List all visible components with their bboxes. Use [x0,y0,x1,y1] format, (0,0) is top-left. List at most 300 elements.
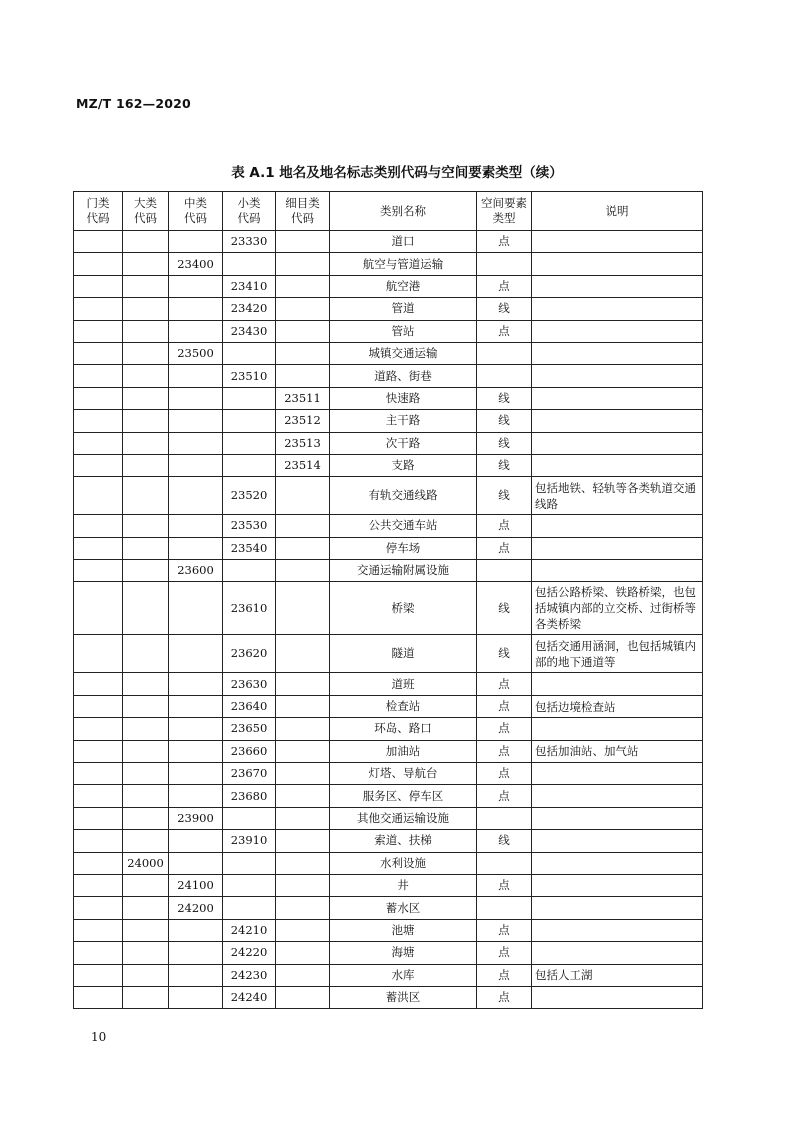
feature-type-cell [477,897,532,919]
medium-code-cell [169,986,223,1008]
table-row [74,231,703,253]
minor-code-cell: 23670 [223,763,276,785]
medium-code-cell [169,695,223,717]
column-header-text: 代码 [291,211,314,225]
description-cell: 包括人工湖 [532,964,703,986]
major-code-cell [123,673,169,695]
medium-code-cell [169,477,223,515]
description-cell [532,253,703,275]
description-cell [532,763,703,785]
table-row [74,986,703,1008]
feature-type-cell [477,852,532,874]
column-header [477,192,532,231]
table-row [74,919,703,941]
major-code-cell [123,964,169,986]
table-row [74,763,703,785]
medium-code-cell [169,673,223,695]
major-code-cell [123,785,169,807]
table-row [74,695,703,717]
description-cell [532,785,703,807]
description-cell [532,986,703,1008]
major-code-cell [123,897,169,919]
medium-code-cell [169,964,223,986]
description-cell [532,432,703,454]
gate-code-cell [74,275,123,297]
table-header [74,192,703,231]
medium-code-cell: 23400 [169,253,223,275]
gate-code-cell [74,515,123,537]
medium-code-cell [169,365,223,387]
description-cell: 包括交通用涵洞，也包括城镇内部的地下通道等 [532,635,703,673]
gate-code-cell [74,365,123,387]
major-code-cell [123,410,169,432]
table-row [74,740,703,762]
table-row [74,942,703,964]
minor-code-cell: 24210 [223,919,276,941]
category-name-cell: 次干路 [330,432,477,454]
gate-code-cell [74,897,123,919]
detail-code-cell [276,695,330,717]
feature-type-cell: 点 [477,964,532,986]
detail-code-cell [276,635,330,673]
table-body [74,231,703,1009]
category-name-cell: 道口 [330,231,477,253]
feature-type-cell: 点 [477,986,532,1008]
feature-type-cell: 点 [477,718,532,740]
description-cell [532,298,703,320]
minor-code-cell [223,253,276,275]
minor-code-cell: 23430 [223,320,276,342]
column-header [123,192,169,231]
detail-code-cell [276,785,330,807]
description-cell: 包括加油站、加气站 [532,740,703,762]
minor-code-cell: 23530 [223,515,276,537]
column-header-text: 门类 [86,196,110,210]
category-name-cell: 城镇交通运输 [330,342,477,364]
major-code-cell [123,477,169,515]
description-cell [532,852,703,874]
table-row [74,342,703,364]
major-code-cell [123,387,169,409]
category-name-cell: 水利设施 [330,852,477,874]
category-name-cell: 道班 [330,673,477,695]
minor-code-cell: 23540 [223,537,276,559]
gate-code-cell [74,874,123,896]
description-cell [532,830,703,852]
major-code-cell [123,560,169,582]
minor-code-cell: 24220 [223,942,276,964]
medium-code-cell [169,582,223,635]
category-name-cell: 管站 [330,320,477,342]
minor-code-cell: 23620 [223,635,276,673]
gate-code-cell [74,537,123,559]
feature-type-cell: 线 [477,635,532,673]
category-name-cell: 其他交通运输设施 [330,807,477,829]
category-name-cell: 交通运输附属设施 [330,560,477,582]
category-name-cell: 有轨交通线路 [330,477,477,515]
category-name-cell: 主干路 [330,410,477,432]
description-cell [532,673,703,695]
category-name-cell: 管道 [330,298,477,320]
table-row [74,275,703,297]
category-name-cell: 蓄洪区 [330,986,477,1008]
column-header-text: 小类 [237,196,261,210]
table-row [74,874,703,896]
detail-code-cell [276,942,330,964]
major-code-cell [123,275,169,297]
feature-type-cell: 线 [477,410,532,432]
minor-code-cell: 23650 [223,718,276,740]
page-number: 10 [91,1030,107,1044]
column-header [74,192,123,231]
feature-type-cell: 线 [477,477,532,515]
table-row [74,673,703,695]
minor-code-cell: 23330 [223,231,276,253]
category-name-cell: 水库 [330,964,477,986]
major-code-cell [123,635,169,673]
header-row [74,192,703,231]
table-row [74,807,703,829]
description-cell [532,560,703,582]
category-name-cell: 服务区、停车区 [330,785,477,807]
column-header-text: 细目类 [285,196,320,210]
major-code-cell [123,454,169,476]
detail-code-cell [276,231,330,253]
feature-type-cell: 点 [477,763,532,785]
medium-code-cell [169,410,223,432]
feature-type-cell: 线 [477,432,532,454]
detail-code-cell [276,986,330,1008]
detail-code-cell [276,852,330,874]
detail-code-cell [276,807,330,829]
detail-code-cell [276,342,330,364]
medium-code-cell: 23900 [169,807,223,829]
gate-code-cell [74,740,123,762]
description-cell: 包括地铁、轻轨等各类轨道交通线路 [532,477,703,515]
category-name-cell: 海塘 [330,942,477,964]
description-cell [532,231,703,253]
feature-type-cell: 点 [477,740,532,762]
gate-code-cell [74,852,123,874]
minor-code-cell: 23680 [223,785,276,807]
category-name-cell: 蓄水区 [330,897,477,919]
column-header-text: 中类 [184,196,207,210]
major-code-cell [123,695,169,717]
category-name-cell: 索道、扶梯 [330,830,477,852]
major-code-cell [123,740,169,762]
detail-code-cell [276,830,330,852]
description-cell: 包括边境检查站 [532,695,703,717]
major-code-cell [123,807,169,829]
detail-code-cell [276,515,330,537]
gate-code-cell [74,830,123,852]
medium-code-cell [169,515,223,537]
description-cell [532,387,703,409]
medium-code-cell [169,785,223,807]
medium-code-cell [169,387,223,409]
major-code-cell [123,537,169,559]
minor-code-cell [223,897,276,919]
feature-type-cell: 点 [477,942,532,964]
table-row [74,515,703,537]
gate-code-cell [74,231,123,253]
gate-code-cell [74,320,123,342]
gate-code-cell [74,560,123,582]
gate-code-cell [74,673,123,695]
description-cell [532,454,703,476]
major-code-cell [123,986,169,1008]
feature-type-cell: 点 [477,673,532,695]
table-row [74,454,703,476]
major-code-cell [123,874,169,896]
medium-code-cell [169,231,223,253]
gate-code-cell [74,410,123,432]
medium-code-cell [169,919,223,941]
category-name-cell: 井 [330,874,477,896]
major-code-cell [123,582,169,635]
medium-code-cell [169,763,223,785]
feature-type-cell [477,342,532,364]
major-code-cell [123,830,169,852]
category-name-cell: 池塘 [330,919,477,941]
detail-code-cell [276,897,330,919]
table-row [74,560,703,582]
detail-code-cell [276,253,330,275]
major-code-cell [123,942,169,964]
major-code-cell [123,718,169,740]
category-name-cell: 检查站 [330,695,477,717]
gate-code-cell [74,387,123,409]
table-row [74,477,703,515]
category-name-cell: 灯塔、导航台 [330,763,477,785]
detail-code-cell [276,560,330,582]
table-row [74,718,703,740]
gate-code-cell [74,695,123,717]
description-cell [532,874,703,896]
column-header-text: 说明 [605,203,629,218]
major-code-cell [123,365,169,387]
table-row [74,635,703,673]
major-code-cell [123,763,169,785]
detail-code-cell [276,365,330,387]
minor-code-cell: 23660 [223,740,276,762]
major-code-cell [123,432,169,454]
minor-code-cell [223,807,276,829]
medium-code-cell: 24100 [169,874,223,896]
minor-code-cell [223,432,276,454]
gate-code-cell [74,253,123,275]
minor-code-cell: 24230 [223,964,276,986]
gate-code-cell [74,635,123,673]
table-row [74,537,703,559]
feature-type-cell: 点 [477,231,532,253]
medium-code-cell: 24200 [169,897,223,919]
category-name-cell: 支路 [330,454,477,476]
table-row [74,785,703,807]
feature-type-cell: 点 [477,919,532,941]
table-row [74,582,703,635]
minor-code-cell [223,387,276,409]
table-row [74,320,703,342]
medium-code-cell [169,740,223,762]
minor-code-cell [223,342,276,364]
column-header-text: 类型 [492,211,516,225]
feature-type-cell: 点 [477,874,532,896]
medium-code-cell [169,852,223,874]
table-row [74,897,703,919]
gate-code-cell [74,298,123,320]
minor-code-cell: 23420 [223,298,276,320]
detail-code-cell [276,763,330,785]
gate-code-cell [74,477,123,515]
description-cell [532,365,703,387]
standard-code: MZ/T 162—2020 [76,96,191,111]
category-name-cell: 公共交通车站 [330,515,477,537]
gate-code-cell [74,342,123,364]
feature-type-cell: 线 [477,454,532,476]
description-cell [532,942,703,964]
table-row [74,964,703,986]
detail-code-cell [276,740,330,762]
major-code-cell [123,919,169,941]
feature-type-cell: 点 [477,537,532,559]
medium-code-cell [169,635,223,673]
feature-type-cell: 点 [477,515,532,537]
gate-code-cell [74,454,123,476]
category-name-cell: 快速路 [330,387,477,409]
detail-code-cell [276,673,330,695]
table-row [74,365,703,387]
feature-type-cell: 点 [477,695,532,717]
detail-code-cell [276,537,330,559]
major-code-cell: 24000 [123,852,169,874]
minor-code-cell: 23510 [223,365,276,387]
major-code-cell [123,342,169,364]
description-cell [532,515,703,537]
description-cell [532,320,703,342]
description-cell [532,410,703,432]
gate-code-cell [74,919,123,941]
feature-type-cell [477,560,532,582]
gate-code-cell [74,807,123,829]
feature-type-cell: 点 [477,785,532,807]
detail-code-cell: 23514 [276,454,330,476]
column-header-text: 代码 [184,211,207,225]
category-name-cell: 隧道 [330,635,477,673]
major-code-cell [123,320,169,342]
detail-code-cell: 23511 [276,387,330,409]
description-cell [532,807,703,829]
table-title: 表 A.1 地名及地名标志类别代码与空间要素类型（续） [231,165,563,181]
minor-code-cell: 23610 [223,582,276,635]
category-name-cell: 航空港 [330,275,477,297]
description-cell: 包括公路桥梁、铁路桥梁，也包括城镇内部的立交桥、过街桥等各类桥梁 [532,582,703,635]
gate-code-cell [74,986,123,1008]
medium-code-cell [169,454,223,476]
major-code-cell [123,253,169,275]
category-name-cell: 桥梁 [330,582,477,635]
detail-code-cell [276,964,330,986]
table-row [74,410,703,432]
feature-type-cell: 线 [477,582,532,635]
feature-type-cell: 点 [477,275,532,297]
detail-code-cell: 23513 [276,432,330,454]
minor-code-cell: 24240 [223,986,276,1008]
detail-code-cell [276,718,330,740]
category-name-cell: 停车场 [330,537,477,559]
minor-code-cell: 23630 [223,673,276,695]
detail-code-cell [276,919,330,941]
column-header [532,192,703,231]
detail-code-cell [276,874,330,896]
feature-type-cell [477,365,532,387]
medium-code-cell [169,942,223,964]
category-code-table [73,191,703,1009]
detail-code-cell [276,320,330,342]
description-cell [532,718,703,740]
detail-code-cell [276,582,330,635]
gate-code-cell [74,964,123,986]
gate-code-cell [74,718,123,740]
category-name-cell: 加油站 [330,740,477,762]
description-cell [532,537,703,559]
gate-code-cell [74,785,123,807]
major-code-cell [123,298,169,320]
description-cell [532,919,703,941]
detail-code-cell [276,477,330,515]
minor-code-cell: 23910 [223,830,276,852]
medium-code-cell: 23500 [169,342,223,364]
detail-code-cell [276,275,330,297]
gate-code-cell [74,763,123,785]
gate-code-cell [74,432,123,454]
gate-code-cell [74,942,123,964]
minor-code-cell [223,874,276,896]
column-header [330,192,477,231]
table-row [74,298,703,320]
table-row [74,253,703,275]
feature-type-cell: 线 [477,830,532,852]
medium-code-cell [169,432,223,454]
medium-code-cell: 23600 [169,560,223,582]
major-code-cell [123,231,169,253]
medium-code-cell [169,537,223,559]
column-header-text: 代码 [86,211,110,225]
minor-code-cell: 23640 [223,695,276,717]
minor-code-cell [223,454,276,476]
table-row [74,432,703,454]
detail-code-cell [276,298,330,320]
description-cell [532,897,703,919]
description-cell [532,342,703,364]
medium-code-cell [169,298,223,320]
medium-code-cell [169,830,223,852]
minor-code-cell [223,410,276,432]
column-header-text: 代码 [134,211,157,225]
feature-type-cell [477,253,532,275]
column-header [276,192,330,231]
minor-code-cell: 23410 [223,275,276,297]
minor-code-cell [223,852,276,874]
column-header-text: 大类 [134,196,157,210]
feature-type-cell: 线 [477,387,532,409]
category-name-cell: 道路、街巷 [330,365,477,387]
medium-code-cell [169,275,223,297]
column-header-text: 代码 [237,211,261,225]
table-row [74,852,703,874]
feature-type-cell: 点 [477,320,532,342]
description-cell [532,275,703,297]
